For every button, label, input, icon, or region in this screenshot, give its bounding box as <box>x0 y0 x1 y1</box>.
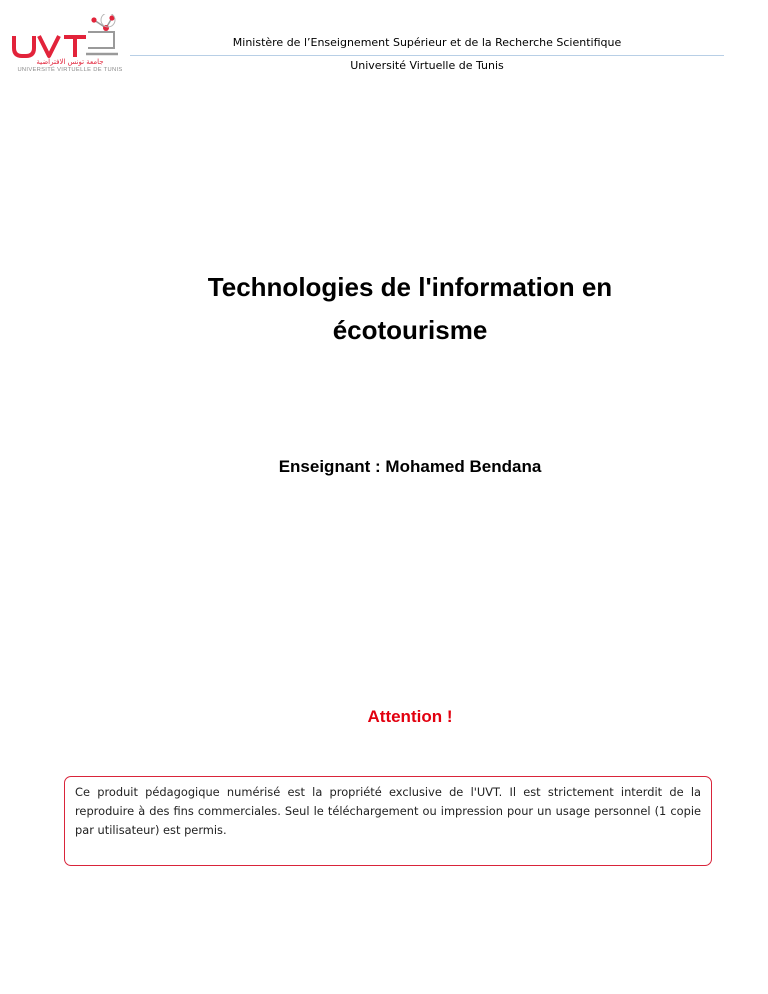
uvt-logo <box>0 0 130 86</box>
ministry-name: Ministère de l’Enseignement Supérieur et de la Recherche Scientifique <box>232 36 622 49</box>
attention-heading: Attention ! <box>367 707 453 726</box>
header-divider <box>130 55 724 56</box>
logo-arabic-name: جامعة تونس الافتراضية <box>36 58 104 66</box>
teacher-name: Enseignant : Mohamed Bendana <box>278 457 542 476</box>
uvt-logo-mark <box>8 14 123 60</box>
copyright-notice-box <box>64 776 712 866</box>
course-title-line-2: écotourisme <box>332 315 488 345</box>
university-name: Université Virtuelle de Tunis <box>350 59 504 72</box>
course-title-line-1: Technologies de l'information en <box>207 272 613 302</box>
logo-latin-name: UNIVERSITÉ VIRTUELLE DE TUNIS <box>17 67 123 73</box>
copyright-notice-text: Ce produit pédagogique numérisé est la propriété exclusive de l'UVT. Il est strictement interdit de la reproduire à des fins commerciales. Seul le téléchargement ou impression pour un usage personnel (1 copie par utilisateur) est permis. <box>75 785 701 837</box>
course-title <box>60 266 760 352</box>
